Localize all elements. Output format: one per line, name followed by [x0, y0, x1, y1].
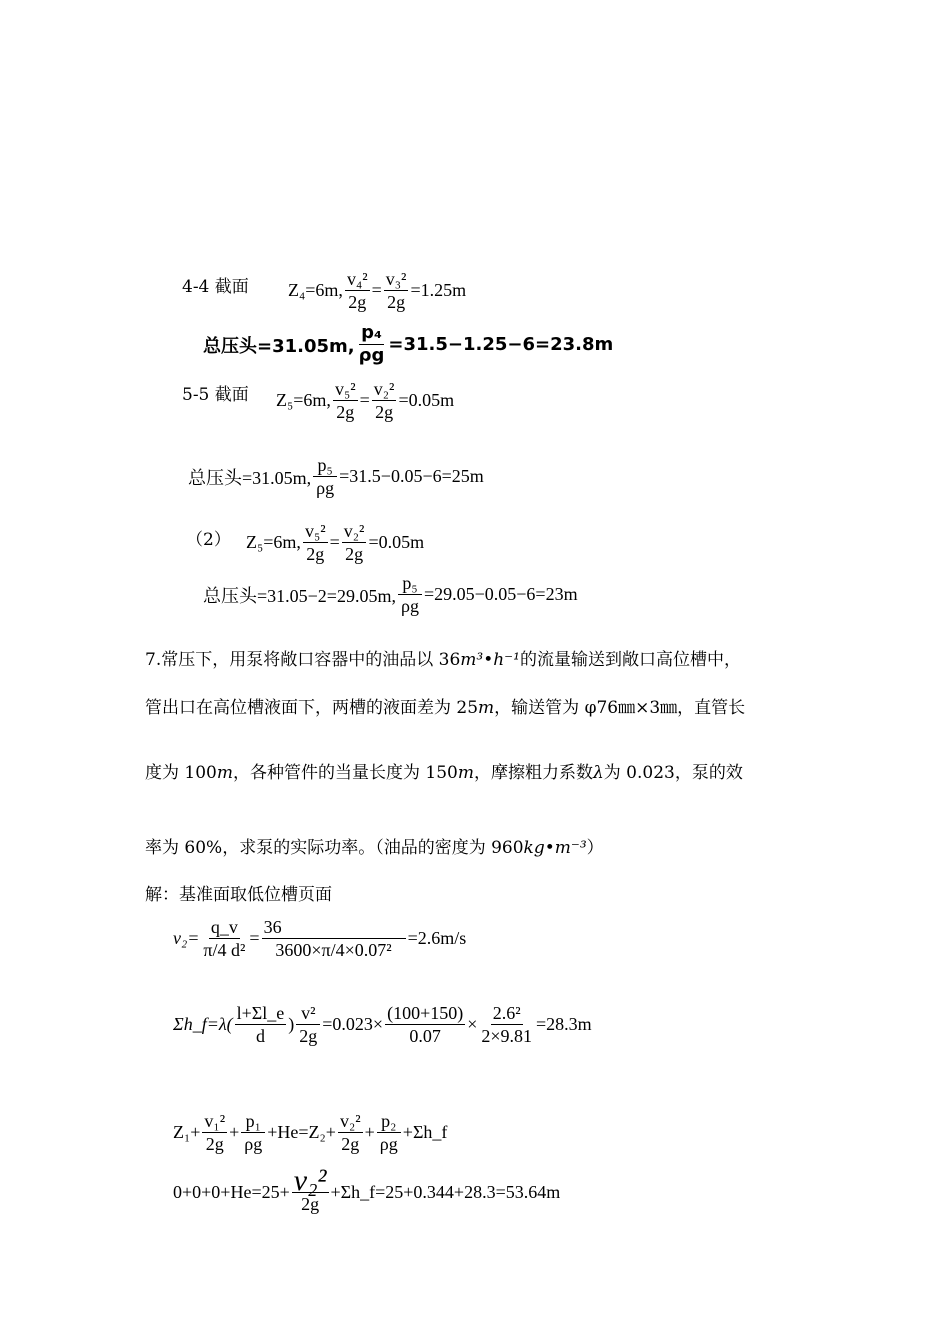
friction-loss-equation: Σh_f=λ( l+Σl_e d ) $\frac{\text{v²}}{2g}$ =0.023× $\frac{(100+150)}{0.07}$ × $\frac{\text{2.6²}}{2\times 9.81}$ =28.3m — [173, 1003, 592, 1046]
problem-line-1: 7.常压下，用泵将敞口容器中的油品以 36m³•h⁻¹的流量输送到敞口高位槽中， — [145, 650, 741, 670]
v4-fraction: $\frac{\text{v₄²}}{2g}$ — [346, 269, 368, 312]
section-4-4-label: 4-4 截面 — [182, 277, 249, 297]
v3-fraction: $\frac{\text{v₃²}}{2g}$ — [385, 269, 407, 312]
problem-line-3: 度为 100m，各种管件的当量长度为 150m，摩擦粗力系数λ为 0.023，泵的效 — [145, 763, 743, 783]
part-2-total-head: 总压头=31.05−2=29.05m, $\frac{\text{p₅}}{\rho g}$ =29.05−0.05−6=23m — [203, 573, 578, 616]
section-5-5-label: 5-5 截面 — [182, 385, 249, 405]
bernoulli-equation: Z₁+ $\frac{\text{v₁²}}{2g}$ + $\frac{\text{p₁}}{\rho g}$ +He=Z₂+ $\frac{\text{v₂²}}{2g}$ + $\frac{\text{p₂}}{\rho g}$ +Σh_f — [173, 1111, 448, 1154]
part-2-equation: Z₅=6m, $\frac{\text{v₅²}}{2g}$ = $\frac{\text{v₂²}}{2g}$ =0.05m — [246, 521, 425, 564]
section-5-5-total-head: 总压头=31.05m, $\frac{\text{p₅}}{\rho g}$ =31.5−0.05−6=25m — [188, 455, 484, 498]
part-2-label: （2） — [186, 530, 231, 550]
z4: Z₄=6m, — [288, 280, 343, 300]
section-5-5-equation: Z₅=6m, $\frac{\text{v₅²}}{2g}$ = $\frac{\text{v₂²}}{2g}$ =0.05m — [276, 379, 455, 422]
velocity-equation: v₂= $\frac{q\_v}{\text{π/4 d²}}$ = $\frac{36}{\text{3600×π/4×0.07²}}$ =2.6m/s — [173, 917, 467, 960]
problem-line-4: 率为 60%，求泵的实际功率。（油品的密度为 960kg•m⁻³） — [145, 838, 604, 858]
solution-label: 解：基准面取低位槽页面 — [145, 885, 332, 905]
problem-line-2: 管出口在高位槽液面下，两槽的液面差为 25m，输送管为 φ76㎜×3㎜，直管长 — [145, 698, 746, 718]
section-4-4-equation: Z₄=6m, $\frac{\text{v₄²}}{2g}$ = $\frac{\text{v₃²}}{2g}$ =1.25m — [288, 269, 467, 312]
section-4-4-total-head: 总压头=31.05m, $\frac{\text{p₄}}{\rho g}$ =31.5−1.25−6=23.8m — [203, 322, 614, 366]
pump-head-equation: 0+0+0+He=25+ v₂² 2g +Σh_f=25+0.344+28.3=53.64m — [173, 1164, 561, 1214]
